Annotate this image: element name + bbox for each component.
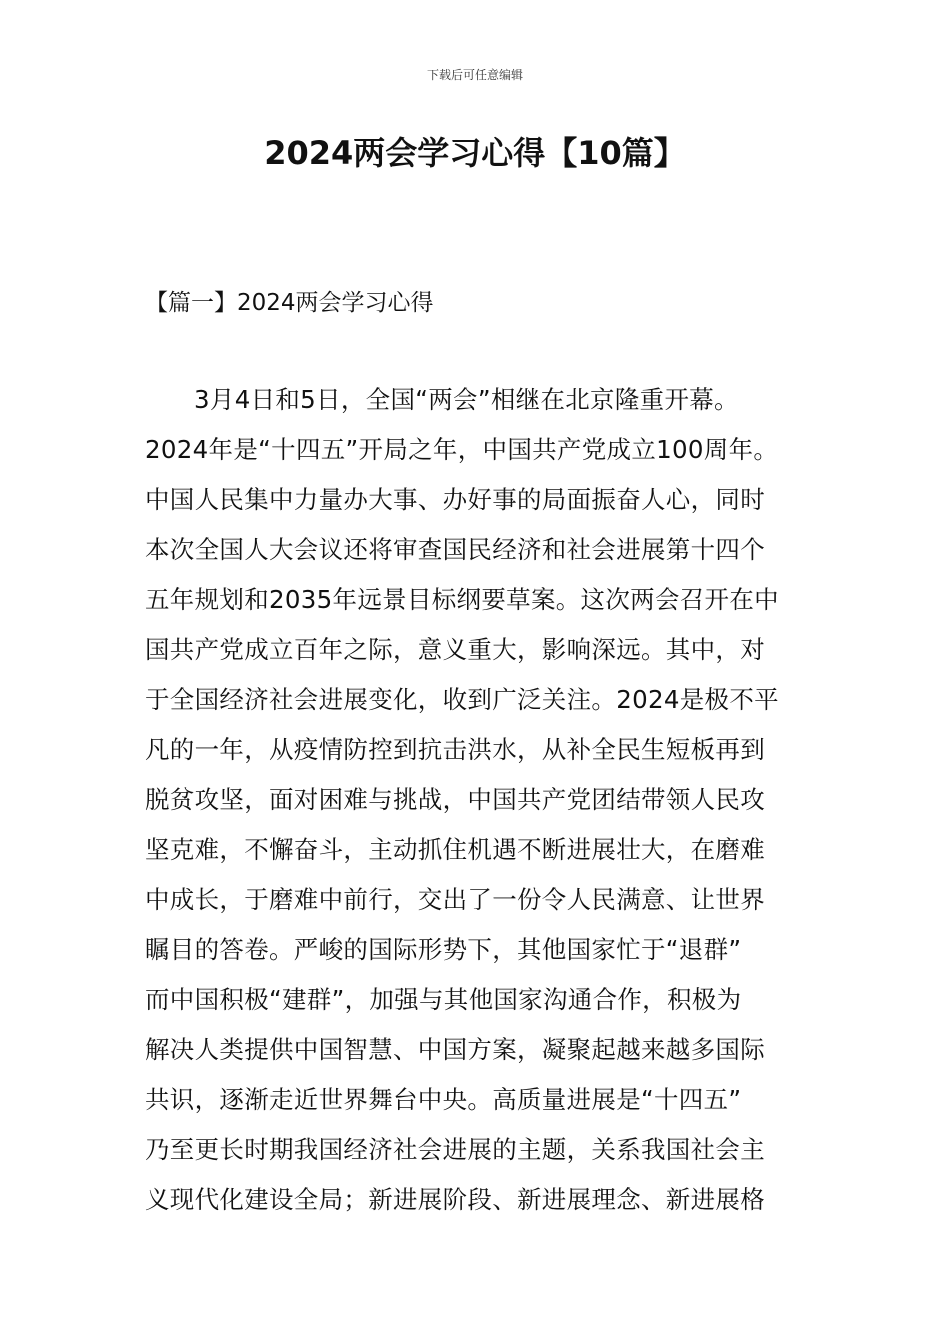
body-line: 脱贫攻坚，面对困难与挑战，中国共产党团结带领人民攻 [145,785,765,814]
body-text [145,380,825,1230]
body-line: 而中国积极“建群”，加强与其他国家沟通合作，积极为 [145,985,742,1014]
body-line: 义现代化建设全局；新进展阶段、新进展理念、新进展格 [145,1185,765,1214]
body-line: 瞩目的答卷。严峻的国际形势下，其他国家忙于“退群” [145,935,742,964]
body-line: 乃至更长时期我国经济社会进展的主题，关系我国社会主 [145,1135,765,1164]
body-line: 五年规划和2035年远景目标纲要草案。这次两会召开在中 [145,585,779,614]
body-line: 3月4日和5日，全国“两会”相继在北京隆重开幕。 [194,385,739,414]
body-line: 本次全国人大会议还将审查国民经济和社会进展第十四个 [145,535,765,564]
document-title: 2024两会学习心得【10篇】 [264,134,686,172]
body-line: 2024年是“十四五”开局之年，中国共产党成立100周年。 [145,435,779,464]
body-line: 坚克难，不懈奋斗，主动抓住机遇不断进展壮大，在磨难 [145,835,765,864]
body-line: 中成长，于磨难中前行，交出了一份令人民满意、让世界 [145,885,765,914]
body-line: 解决人类提供中国智慧、中国方案，凝聚起越来越多国际 [145,1035,765,1064]
header-note: 下载后可任意编辑 [426,68,523,82]
body-line: 凡的一年，从疫情防控到抗击洪水，从补全民生短板再到 [145,735,765,764]
body-line: 国共产党成立百年之际，意义重大，影响深远。其中，对 [145,635,765,664]
section-heading: 【篇一】2024两会学习心得 [145,290,434,316]
body-line: 中国人民集中力量办大事、办好事的局面振奋人心，同时 [145,485,765,514]
body-line: 于全国经济社会进展变化，收到广泛关注。2024是极不平 [145,685,779,714]
body-line: 共识，逐渐走近世界舞台中央。高质量进展是“十四五” [145,1085,742,1114]
